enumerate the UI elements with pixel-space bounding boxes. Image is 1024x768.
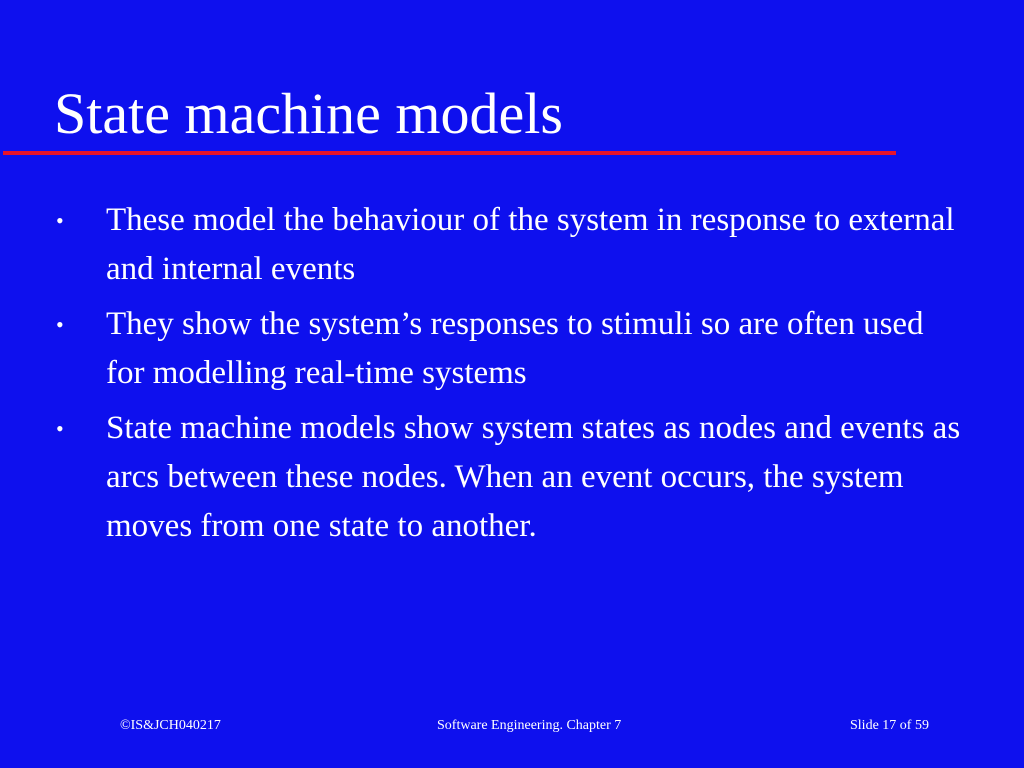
title-underline (3, 151, 896, 155)
bullet-text: They show the system’s responses to stimuli so are often used for modelling real-time systems (106, 306, 924, 391)
bullet-item (0, 196, 966, 294)
bullet-icon: • (56, 208, 64, 233)
bullet-icon: • (56, 312, 64, 337)
bullet-item (0, 404, 966, 551)
bullet-text: These model the behaviour of the system in response to external and internal events (106, 202, 955, 287)
bullet-text: State machine models show system states as nodes and events as arcs between these nodes. When an event occurs, the system moves from one state to another. (106, 410, 961, 544)
bullet-item (0, 300, 966, 398)
slide-title: State machine models (54, 81, 563, 146)
footer-course: Software Engineering. Chapter 7 (437, 718, 622, 733)
bullet-icon: • (56, 416, 64, 441)
footer-copyright: ©IS&JCH040217 (120, 718, 221, 733)
bullet-list (0, 196, 1024, 557)
footer-slide-number: Slide 17 of 59 (850, 718, 929, 733)
